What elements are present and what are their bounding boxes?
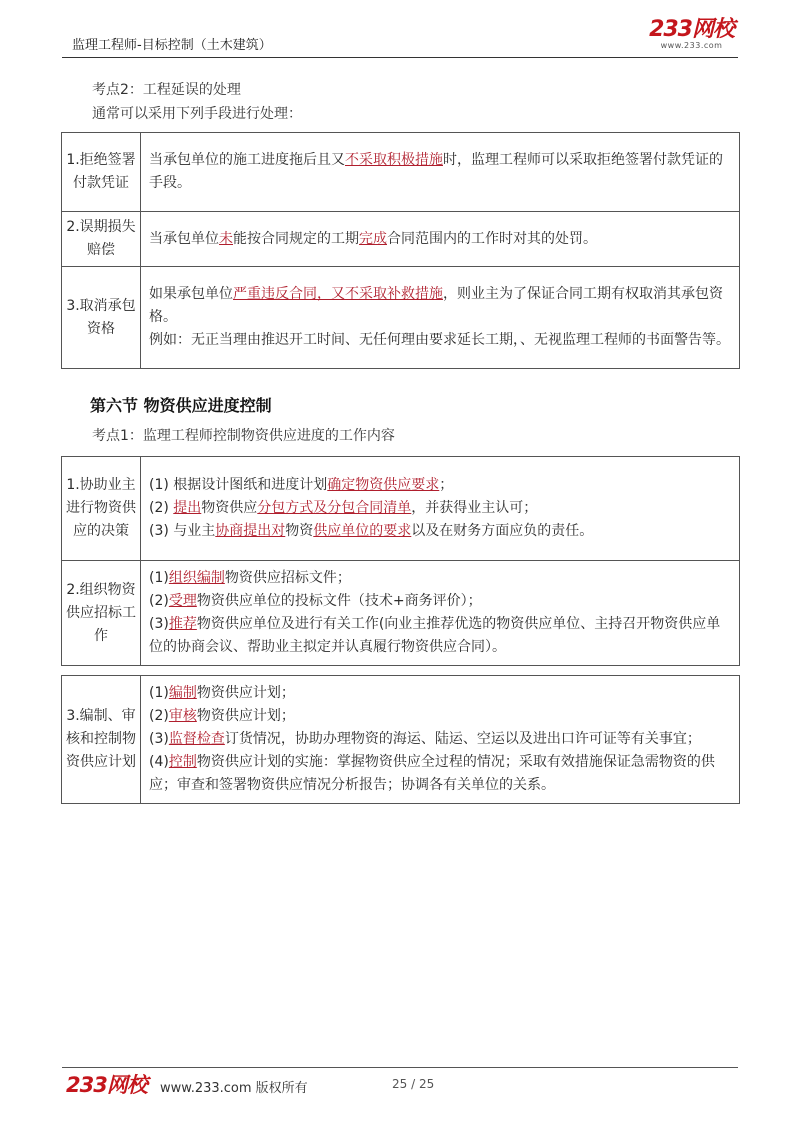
header-divider [62, 57, 738, 58]
keyword-emphasis: 提出 [173, 500, 202, 516]
text-segment: (1) [149, 570, 169, 586]
text-segment: 物资供应单位及进行有关工作(向业主推荐优选的物资供应单位、主持召开物资供应单位的协商会议、帮助业主拟定并认真履行物资供应合同）。 [149, 616, 721, 655]
footer-divider [62, 1067, 738, 1068]
text-segment: 物资 [285, 523, 314, 539]
row-content [141, 561, 740, 666]
text-segment: 物资供应计划； [196, 685, 295, 701]
row-content [141, 676, 740, 804]
row-label: 1.协助业主进行物资供应的决策 [62, 457, 141, 561]
section-title: 第六节 物资供应进度控制 [90, 396, 272, 415]
row-label: 2.组织物资供应招标工作 [62, 561, 141, 666]
text-segment: 物资供应 [201, 500, 258, 516]
keyword-emphasis: 完成 [359, 230, 387, 247]
table-row [62, 561, 740, 666]
logo-text: 233网校 [649, 17, 734, 42]
keyword-emphasis: 编制 [168, 685, 197, 701]
table-row [62, 676, 740, 804]
keyword-emphasis: 严重违反合同，又不采取补救措施 [233, 286, 443, 302]
row-content [141, 133, 740, 212]
keyword-emphasis: 协商提出对 [215, 523, 286, 539]
keyword-emphasis: 供应单位的要求 [313, 523, 412, 539]
text-segment: 物资供应计划的实施：掌握物资供应全过程的情况；采取有效措施保证急需物资的供应；审查和签署物资供应情况分析报告；协调各有关单位的关系。 [149, 754, 715, 793]
kaodian2-heading: 考点2：工程延误的处理 [92, 82, 241, 98]
supply-plan-table [61, 675, 740, 804]
table-row [62, 133, 740, 212]
text-segment: 物资供应单位的投标文件（技术+商务评价）； [196, 593, 482, 609]
text-segment: (3) 与业主 [149, 523, 216, 539]
keyword-emphasis: 受理 [168, 593, 197, 609]
footer-logo: 233网校 [66, 1073, 147, 1097]
text-segment: 能按合同规定的工期 [233, 230, 359, 247]
text-segment: 当承包单位 [149, 230, 219, 247]
brand-logo [649, 19, 734, 50]
logo-subtext: www.233.com [660, 41, 723, 50]
text-segment: 物资供应招标文件； [224, 570, 351, 586]
keyword-emphasis: 监督检查 [168, 731, 225, 747]
text-segment: 例如：无正当理由推迟开工时间、无任何理由要求延长工期，、无视监理工程师的书面警告等。 [149, 332, 730, 348]
text-segment: 合同范围内的工作时对其的处罚。 [387, 230, 597, 247]
text-segment: 物资供应计划； [196, 708, 295, 724]
header-title: 监理工程师-目标控制（土木建筑） [72, 38, 272, 53]
table-row [62, 212, 740, 267]
keyword-emphasis: 审核 [168, 708, 197, 724]
keyword-emphasis: 未 [219, 230, 233, 247]
text-segment: (1) [149, 685, 169, 701]
row-content [141, 267, 740, 369]
text-segment: ，则业主为了保证合同工期有权取消其承包资格。 [149, 286, 723, 325]
text-segment: ； [439, 477, 454, 493]
text-segment: (3) [149, 731, 169, 747]
text-segment: (2) [149, 593, 169, 609]
text-segment: (3) [149, 616, 169, 632]
row-label: 1.拒绝签署付款凭证 [62, 133, 141, 212]
text-segment: 当承包单位的施工进度拖后且又 [149, 152, 345, 168]
text-segment: 时，监理工程师可以采取拒绝签署付款凭证的手段。 [149, 152, 723, 191]
delay-handling-table [61, 132, 740, 369]
row-label: 3.取消承包资格 [62, 267, 141, 369]
text-segment: (1) 根据设计图纸和进度计划 [149, 477, 328, 493]
row-label: 3.编制、审核和控制物资供应计划 [62, 676, 141, 804]
table-row [62, 457, 740, 561]
keyword-emphasis: 推荐 [168, 616, 197, 632]
kaodian1-heading: 考点1：监理工程师控制物资供应进度的工作内容 [92, 428, 395, 444]
keyword-emphasis: 分包方式及分包合同清单 [257, 500, 412, 516]
material-supply-table [61, 456, 740, 666]
page-number: 25 / 25 [392, 1077, 435, 1091]
keyword-emphasis: 控制 [168, 754, 197, 770]
keyword-emphasis: 确定物资供应要求 [327, 477, 440, 493]
footer-copyright: www.233.com 版权所有 [160, 1081, 308, 1096]
row-content [141, 457, 740, 561]
keyword-emphasis: 组织编制 [168, 570, 225, 586]
text-segment: ，并获得业主认可； [411, 500, 538, 516]
table-row [62, 267, 740, 369]
text-segment: 以及在财务方面应负的责任。 [411, 523, 594, 539]
text-segment: (2) [149, 708, 169, 724]
text-segment: (2) [149, 500, 174, 516]
row-label: 2.误期损失赔偿 [62, 212, 141, 267]
text-segment: (4) [149, 754, 169, 770]
keyword-emphasis: 不采取积极措施 [345, 152, 443, 168]
text-segment: 如果承包单位 [149, 286, 233, 302]
text-segment: 订货情况，协助办理物资的海运、陆运、空运以及进出口许可证等有关事宜； [224, 731, 701, 747]
kaodian2-intro: 通常可以采用下列手段进行处理： [92, 106, 302, 122]
row-content [141, 212, 740, 267]
